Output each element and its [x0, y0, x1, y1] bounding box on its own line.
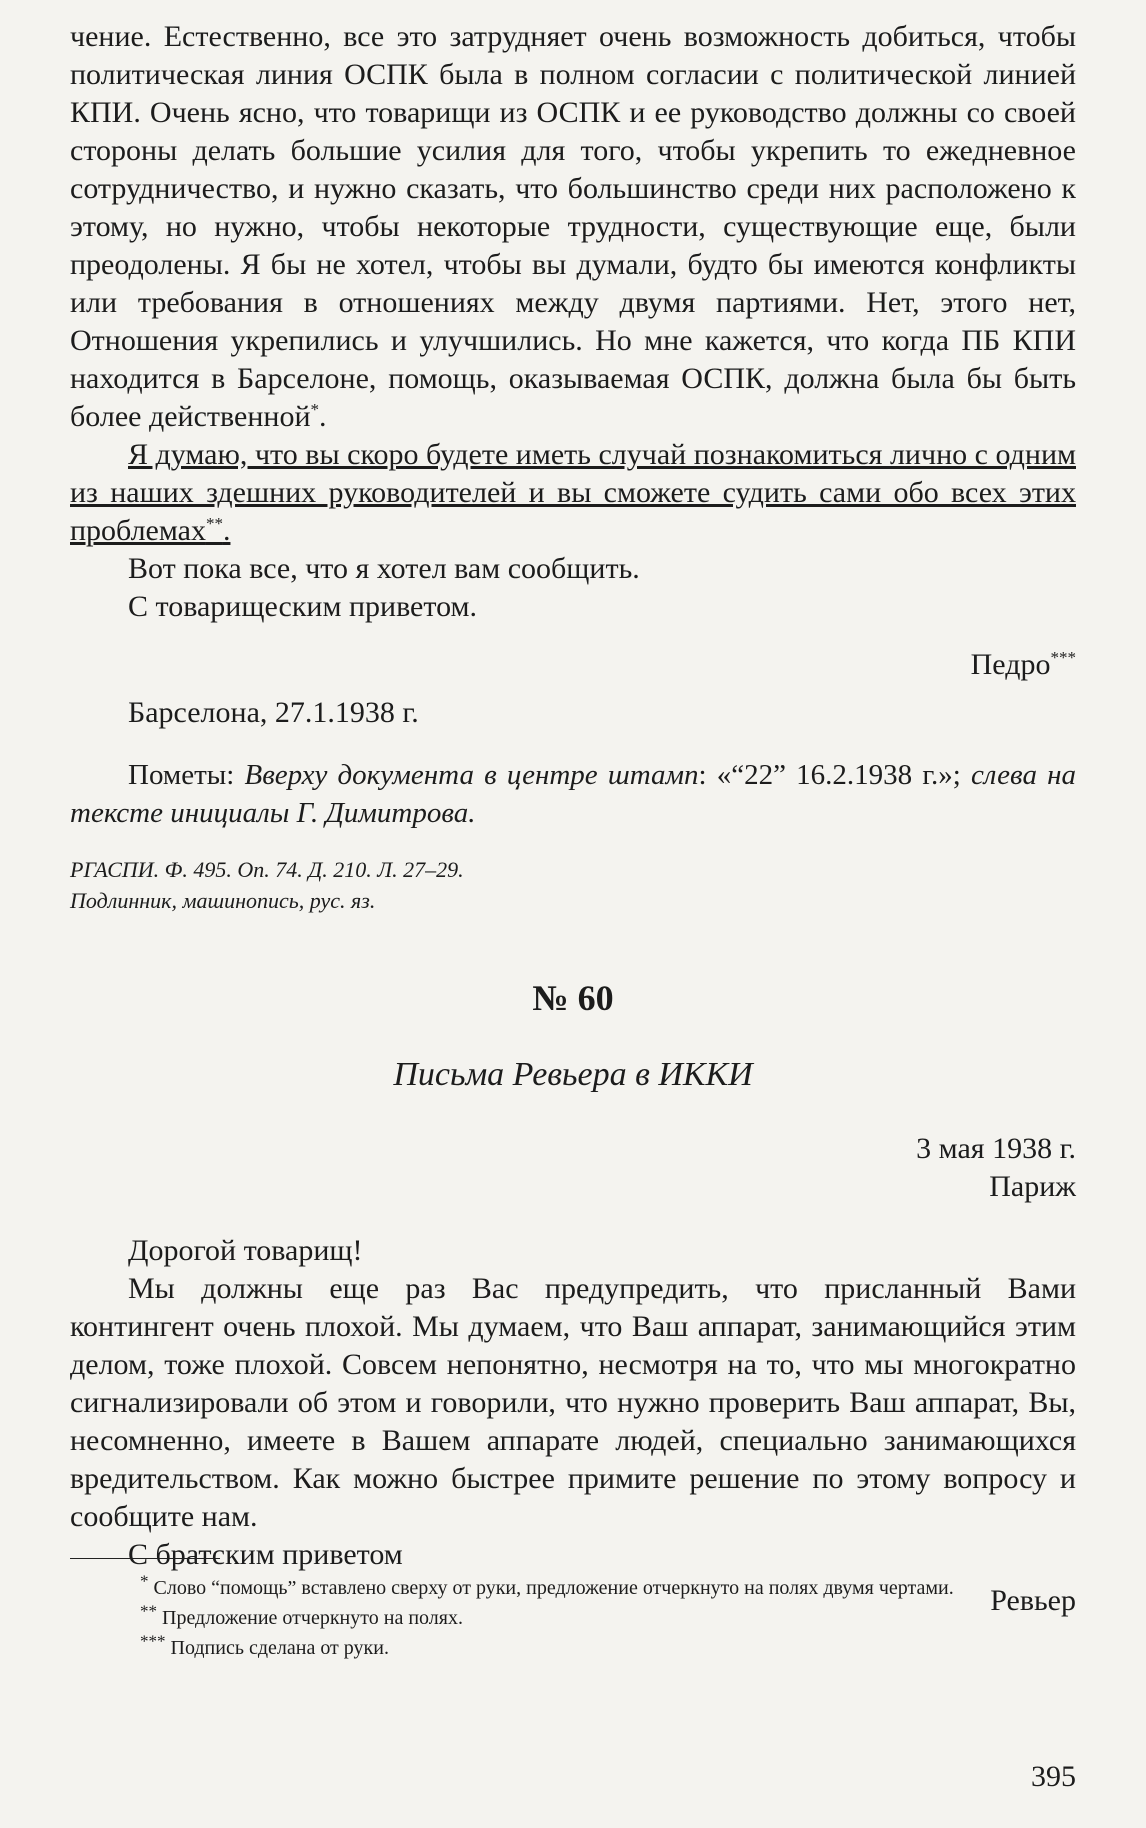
archive-line: Подлинник, машинопись, рус. яз.	[70, 888, 376, 913]
letter1-marks: Пометы: Вверху документа в центре штамп: «“22” 16.2.1938 г.»; слева на тексте инициалы Г. Димитрова.	[70, 759, 1076, 829]
document-page	[70, 18, 1076, 1620]
footnote-3: *** Подпись сделана от руки.	[140, 1631, 389, 1659]
footnotes	[70, 1558, 1076, 1663]
page-number: 395	[1031, 1760, 1076, 1793]
letter1-closing-line-2: С товарищеским приветом.	[128, 590, 477, 623]
document-title: Письма Ревьера в ИККИ	[393, 1056, 753, 1093]
letter2-signature: Ревьер	[990, 1584, 1076, 1617]
letter2-date: 3 мая 1938 г.	[916, 1132, 1076, 1165]
letter2-closing: С братским приветом	[128, 1538, 403, 1571]
letter2-place: Париж	[989, 1170, 1076, 1203]
letter1-main-paragraph: чение. Естественно, все это затрудняет очень возможность добиться, чтобы политическая линия ОСПК была в полном согласии с политической линией КПИ. Очень ясно, что товарищи из ОСПК и ее руководство должны со своей стороны делать большие усилия для того, чтобы укрепить то ежедневное сотрудничество, и нужно сказать, что большинство среди них расположено к этому, но нужно, чтобы некоторые трудности, существующие еще, были преодолены. Я бы не хотел, чтобы вы думали, будто бы имеются конфликты или требования в отношениях между двумя партиями. Нет, этого нет, Отношения укрепились и улучшились. Но мне кажется, что когда ПБ КПИ находится в Барселоне, помощь, оказываемая ОСПК, должна была бы быть более действенной*.	[70, 20, 1076, 433]
letter1-date-place: Барселона, 27.1.1938 г.	[128, 696, 419, 729]
footnote-2: ** Предложение отчеркнуто на полях.	[140, 1601, 463, 1629]
archive-reference	[70, 854, 1076, 916]
document-number: № 60	[532, 978, 614, 1018]
footnote-rule	[70, 1558, 220, 1559]
letter1-underlined-paragraph: Я думаю, что вы скоро будете иметь случай познакомиться лично с одним из наших здешних руководителей и вы сможете судить сами обо всех этих проблемах**.	[70, 438, 1076, 547]
letter2-body: Мы должны еще раз Вас предупредить, что присланный Вами контингент очень плохой. Мы думаем, что Ваш аппарат, занимающийся этим делом, тоже плохой. Совсем непонятно, несмотря на то, что мы многократно сигнализировали об этом и говорили, что нужно проверить Ваш аппарат, Вы, несомненно, имеете в Вашем аппарате людей, специально занимающихся вредительством. Как можно быстрее примите решение по этому вопросу и сообщите нам.	[70, 1272, 1076, 1533]
archive-line: РГАСПИ. Ф. 495. Оп. 74. Д. 210. Л. 27–29.	[70, 857, 464, 882]
letter1-closing-line-1: Вот пока все, что я хотел вам сообщить.	[128, 552, 640, 585]
letter1-signature: Педро***	[970, 648, 1076, 681]
letter2-salutation: Дорогой товарищ!	[128, 1234, 363, 1267]
footnote-1: * Слово “помощь” вставлено сверху от руки, предложение отчеркнуто на полях двумя чертами.	[140, 1571, 954, 1599]
